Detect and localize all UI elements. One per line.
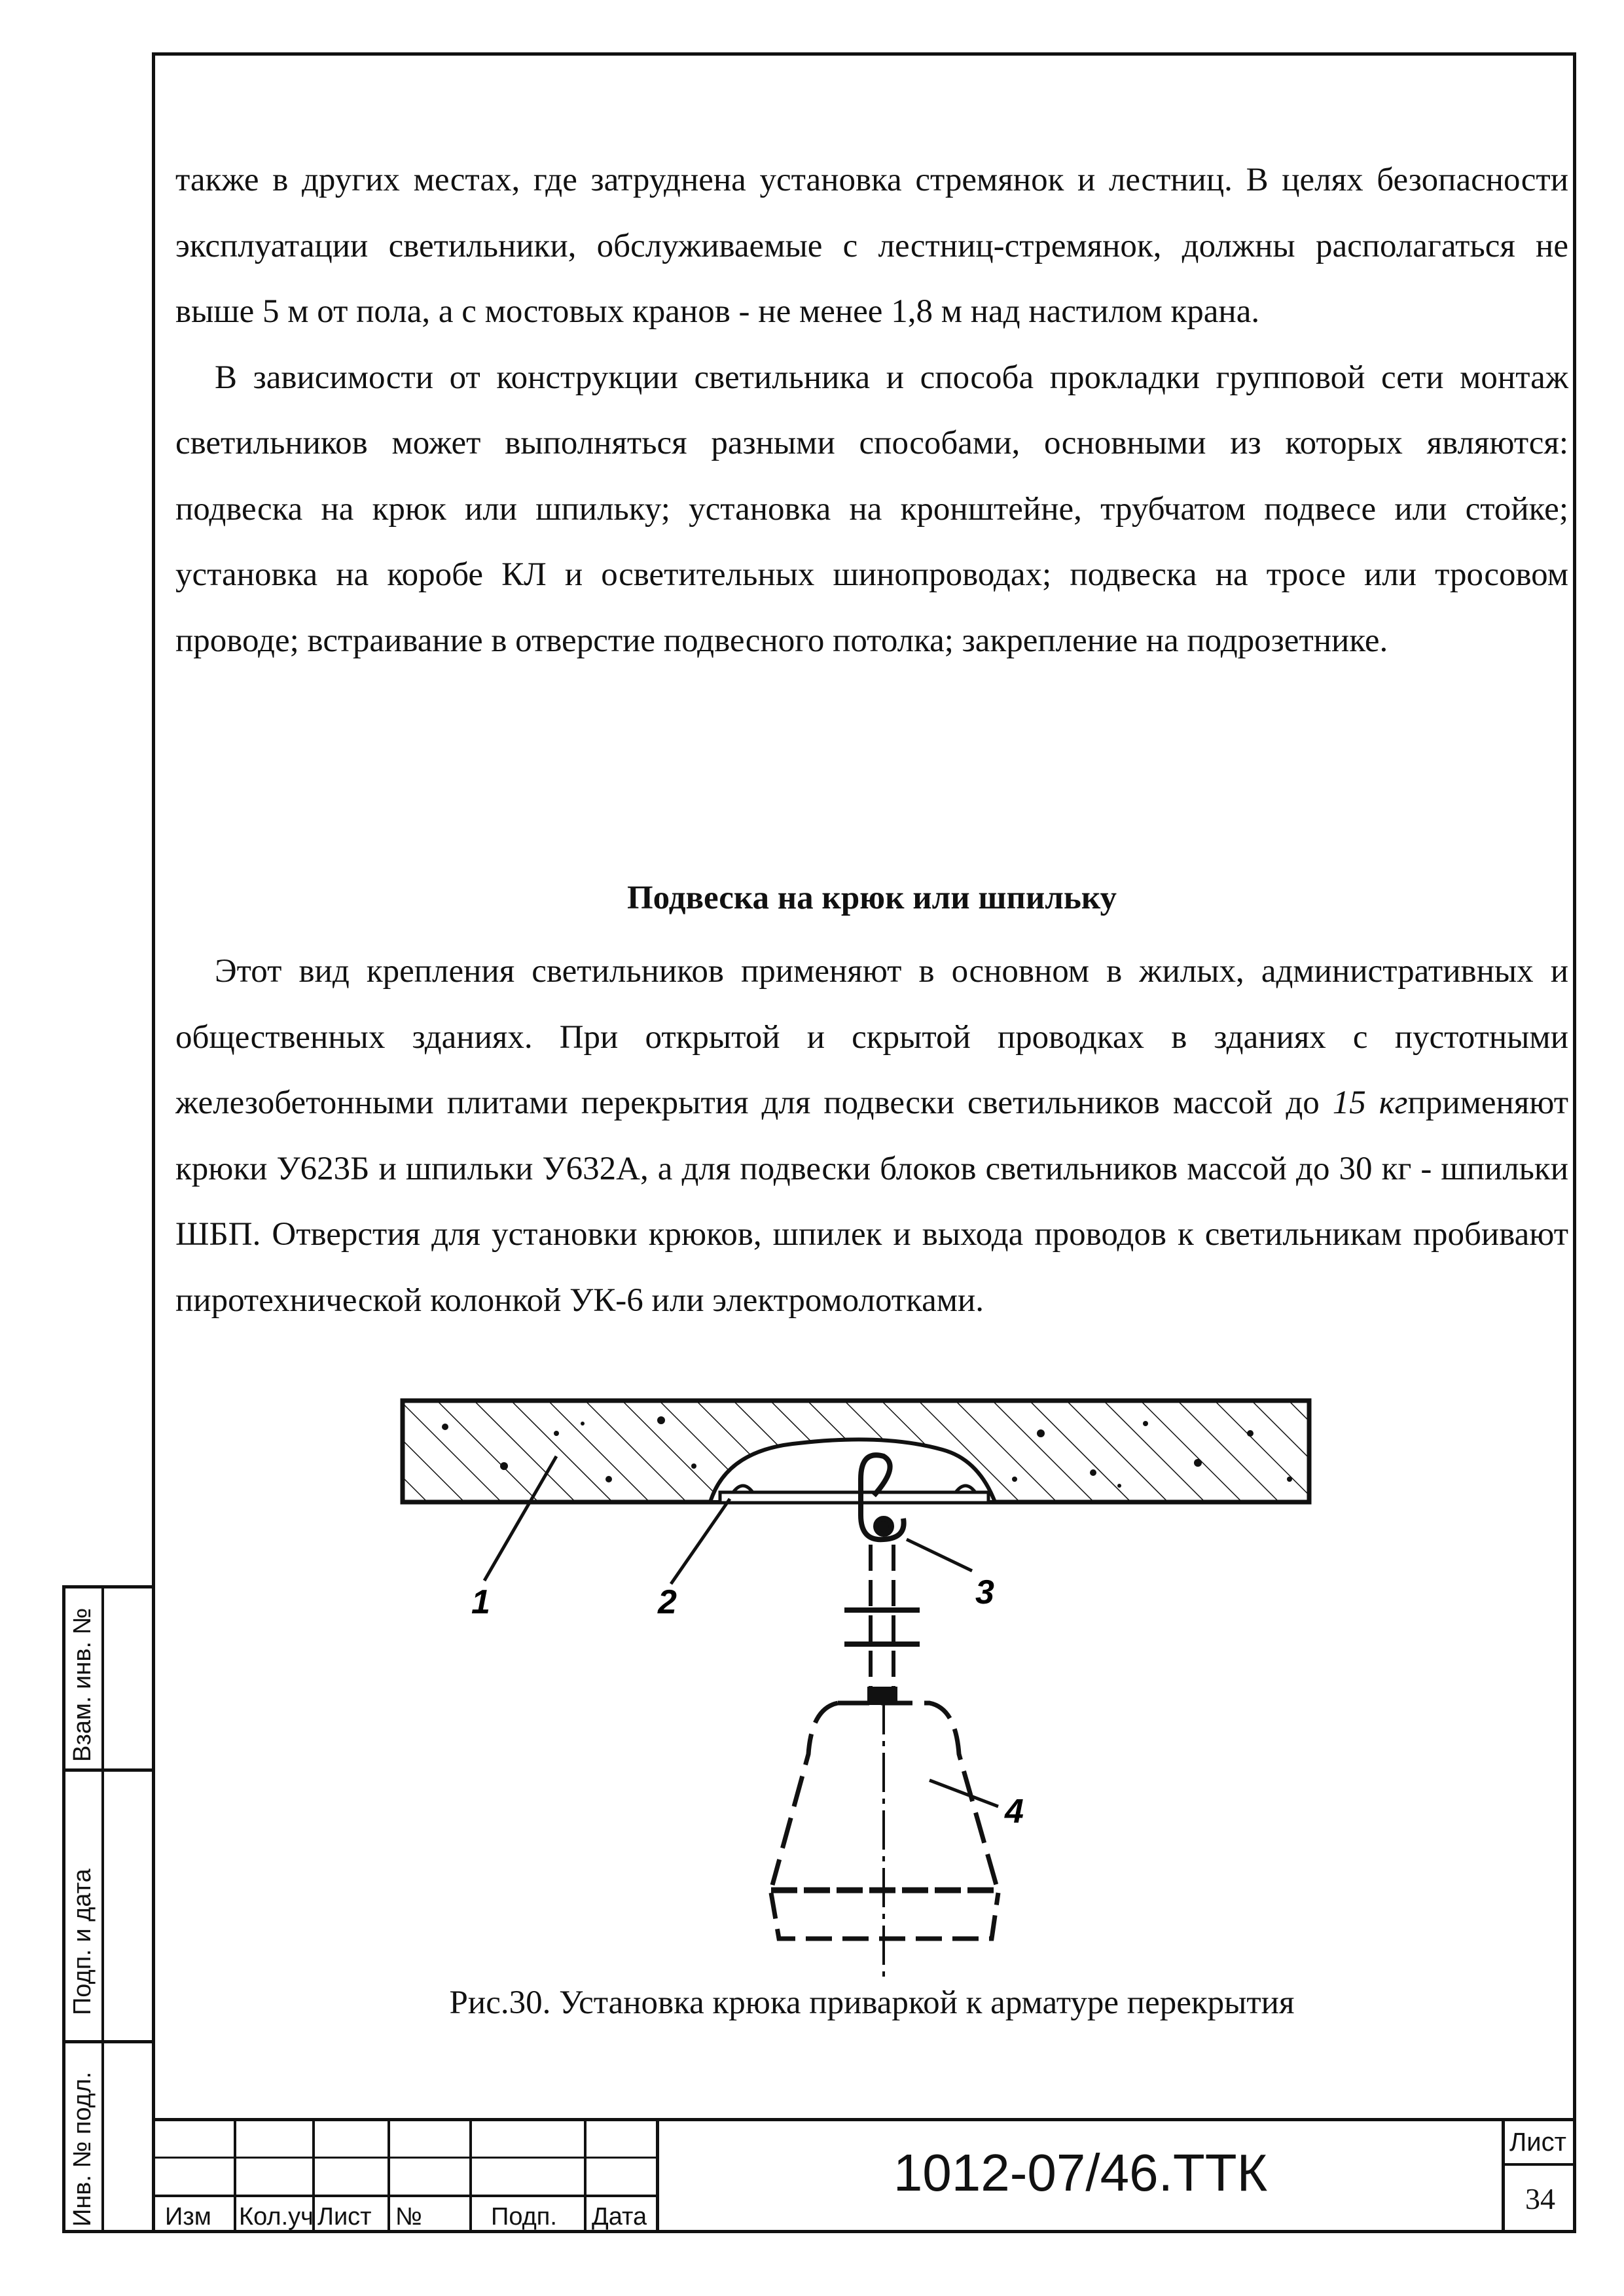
figure-caption: Рис.30. Установка крюка приваркой к арматуре перекрытия bbox=[449, 1984, 1295, 2021]
figure-label-1: 1 bbox=[471, 1583, 490, 1621]
paragraph-hook-mounting-part2: применяют крюки У623Б и шпильки У632А, а для подвески блоков светильников массой до 30 кг - шпильки ШБП. Отверстия для установки крюков, шпилек и выхода проводов к светильникам пробивают пиротехнической колонкой УК-6 или электромолотками. bbox=[175, 1085, 1568, 1319]
lamp-body bbox=[771, 1695, 998, 1977]
stamp-col-number: № bbox=[395, 2203, 422, 2231]
leader-lines bbox=[484, 1456, 998, 1806]
paragraph-hook-mounting-mass: 15 кг bbox=[1332, 1085, 1408, 1121]
hook-mount-figure bbox=[386, 1388, 1335, 2009]
figure-label-4: 4 bbox=[1005, 1793, 1024, 1831]
stamp-col-sheet: Лист bbox=[317, 2203, 372, 2231]
body-text-section bbox=[175, 939, 1568, 1333]
paragraph-hook-mounting-part1: Этот вид крепления светильников применяют в основном в жилых, административных и общественных зданиях. При открытой и скрытой проводках в зданиях с пустотными железобетонными плитами перекрытия для подвески светильников массой до bbox=[175, 953, 1568, 1121]
figure-label-2: 2 bbox=[658, 1583, 677, 1621]
side-strip bbox=[62, 1585, 152, 2233]
side-label-original-inv: Инв. № подл. bbox=[69, 2072, 96, 2227]
side-label-replacement-inv: Взам. инв. № bbox=[69, 1607, 96, 1762]
paragraph-safety: также в других местах, где затруднена установка стремянок и лестниц. В целях безопасности эксплуатации светильники, обслуживаемые с лестниц-стремянок, должны располагаться не выше 5 м от пола, а с мостовых кранов - не менее 1,8 м над настилом крана. bbox=[175, 162, 1568, 330]
document-code: 1012-07/46.ТТК bbox=[893, 2144, 1268, 2202]
paragraph-mounting-methods: В зависимости от конструкции светильника и способа прокладки групповой сети монтаж светильников может выполняться разными способами, основными из которых являются: подвеска на крюк или шпильку; установка на кронштейне, трубчатом подвесе или стойке; установка на коробе КЛ и осветительных шинопроводах; подвеска на тросе или тросовом проводе; встраивание в отверстие подвесного потолка; закрепление на подрозетнике. bbox=[175, 359, 1568, 659]
side-label-signature-date: Подп. и дата bbox=[69, 1869, 96, 2015]
suspension-rod bbox=[844, 1545, 920, 1703]
sheet-label: Лист bbox=[1509, 2128, 1566, 2157]
body-text-top bbox=[175, 147, 1568, 673]
sheet-number: 34 bbox=[1525, 2182, 1555, 2215]
stamp-col-date: Дата bbox=[592, 2203, 647, 2231]
title-block bbox=[152, 2118, 1576, 2233]
section-heading: Подвеска на крюк или шпильку bbox=[627, 880, 1117, 916]
figure-label-3: 3 bbox=[975, 1573, 994, 1611]
stamp-col-change: Изм bbox=[165, 2203, 211, 2231]
stamp-col-signature: Подп. bbox=[491, 2203, 557, 2231]
paragraph-hook-mounting bbox=[175, 939, 1568, 1333]
stamp-col-count: Кол.уч bbox=[239, 2203, 314, 2231]
